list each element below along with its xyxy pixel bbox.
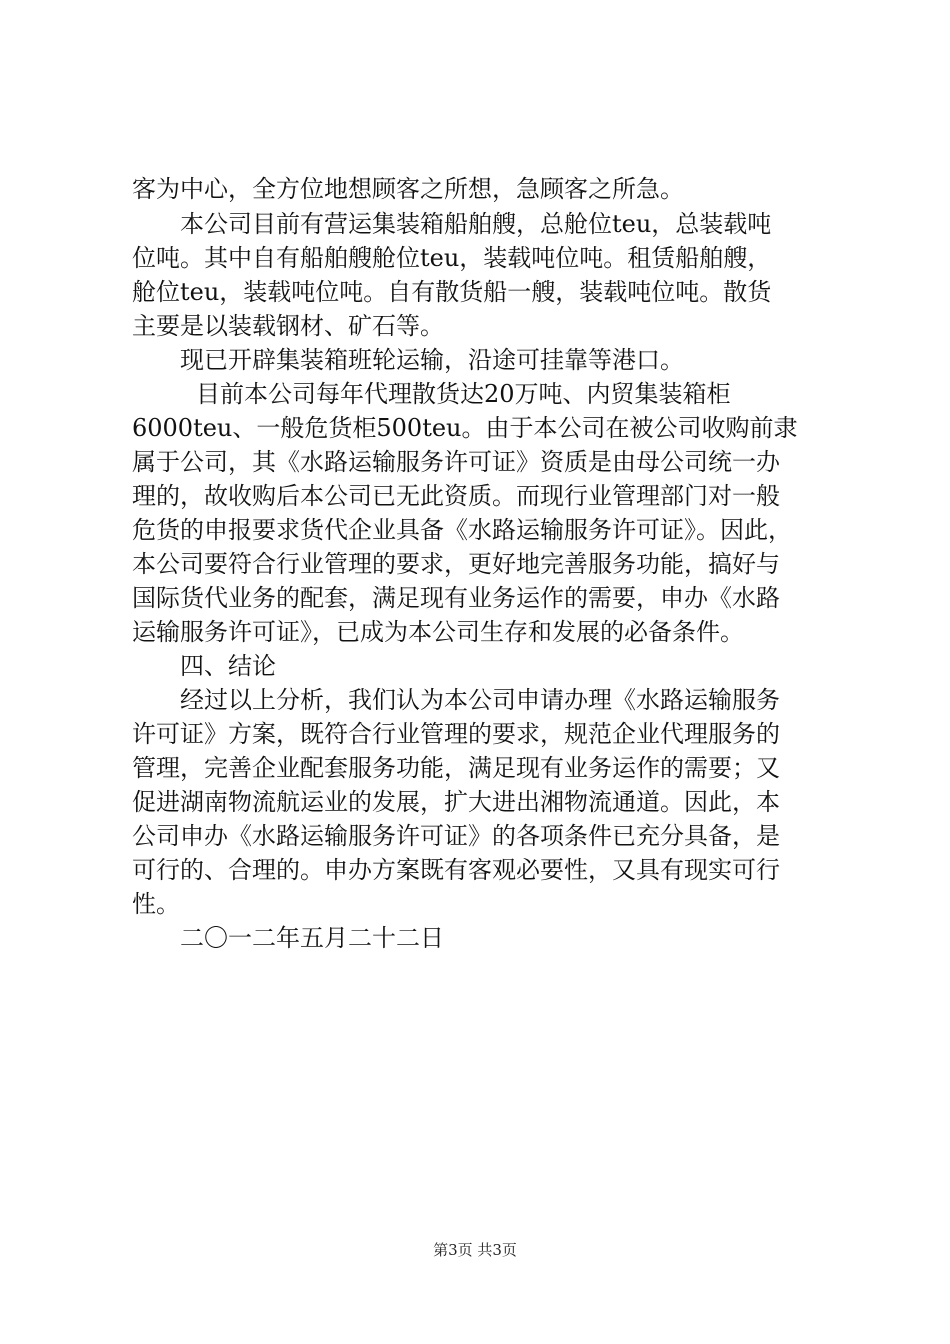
text-line: 促进湖南物流航运业的发展，扩大进出湘物流通道。因此，本 <box>132 788 780 816</box>
text-line: 本公司要符合行业管理的要求，更好地完善服务功能，搞好与 <box>132 550 780 578</box>
section-heading: 四、结论 <box>180 652 276 680</box>
text-line: 危货的申报要求货代企业具备《水路运输服务许可证》。因此， <box>132 516 792 544</box>
text-line: 国际货代业务的配套，满足现有业务运作的需要，申办《水路 <box>132 584 780 612</box>
text-line: 经过以上分析，我们认为本公司申请办理《水路运输服务 <box>180 686 780 714</box>
text-line: 现已开辟集装箱班轮运输，沿途可挂靠等港口。 <box>180 346 684 374</box>
text-line: 位吨。其中自有船舶艘舱位teu，装载吨位吨。租赁船舶艘， <box>132 244 772 272</box>
text-line: 运输服务许可证》，已成为本公司生存和发展的必备条件。 <box>132 618 744 646</box>
text-line: 性。 <box>132 890 180 918</box>
text-line: 6000teu、一般危货柜500teu。由于本公司在被公司收购前隶 <box>132 414 798 442</box>
document-date: 二〇一二年五月二十二日 <box>180 924 444 952</box>
text-line: 本公司目前有营运集装箱船舶艘，总舱位teu，总装载吨 <box>180 210 772 238</box>
text-line: 公司申办《水路运输服务许可证》的各项条件已充分具备，是 <box>132 822 780 850</box>
text-line: 客为中心，全方位地想顾客之所想，急顾客之所急。 <box>132 175 684 203</box>
text-line: 目前本公司每年代理散货达20万吨、内贸集装箱柜 <box>196 380 731 408</box>
text-line: 理的，故收购后本公司已无此资质。而现行业管理部门对一般 <box>132 482 780 510</box>
text-line: 许可证》方案，既符合行业管理的要求，规范企业代理服务的 <box>132 720 780 748</box>
text-line: 舱位teu，装载吨位吨。自有散货船一艘，装载吨位吨。散货 <box>132 278 772 306</box>
text-line: 可行的、合理的。申办方案既有客观必要性，又具有现实可行 <box>132 856 780 884</box>
text-line: 属于公司，其《水路运输服务许可证》资质是由母公司统一办 <box>132 448 780 476</box>
text-line: 管理，完善企业配套服务功能，满足现有业务运作的需要；又 <box>132 754 780 782</box>
page-number: 第3页 共3页 <box>433 1241 517 1259</box>
text-line: 主要是以装载钢材、矿石等。 <box>132 312 444 340</box>
